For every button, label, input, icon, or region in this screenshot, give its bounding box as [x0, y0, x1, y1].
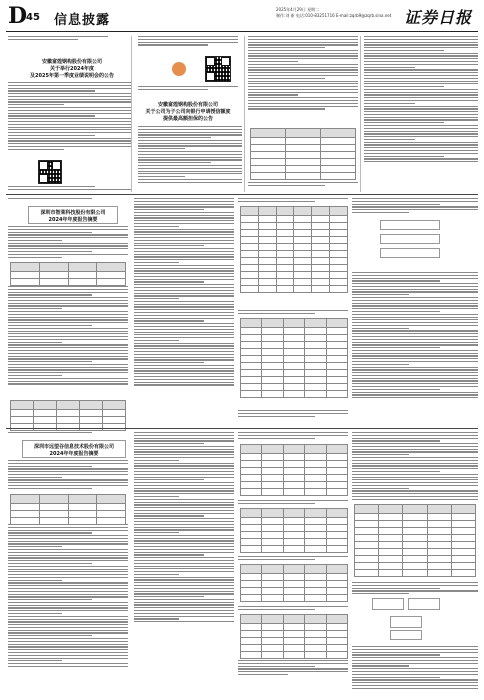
section-divider	[6, 428, 478, 429]
notice2-body	[138, 126, 242, 184]
editor-contact: 制作:刘 新 电话:010-83251716 E-mail:zqrb9@zqrb.sina.net	[276, 13, 392, 18]
notice2-title-b: 提供最高额担保的公告	[162, 116, 213, 122]
bottom-col4-c	[352, 646, 478, 691]
page-header	[6, 4, 478, 30]
mid-col4	[352, 272, 478, 400]
mid-col4-head	[352, 198, 478, 215]
mid-col3-foot	[238, 410, 348, 418]
notice1-closing	[138, 86, 238, 92]
mid-col2	[134, 198, 234, 387]
bottom-report-title: 2024年年度报告摘要	[49, 451, 99, 457]
header-meta	[276, 7, 416, 19]
mid-col3-mid	[238, 310, 348, 316]
newspaper-logo: 证券日报	[404, 8, 473, 27]
page-number: 45	[26, 12, 40, 23]
mid-col1-b	[8, 286, 128, 386]
bottom-col3-mid2	[238, 556, 348, 562]
bottom-col1-a	[8, 460, 128, 491]
notice2-company: 安徽富煌钢构股份有限公司	[157, 102, 218, 108]
mid-company: 深圳市智莱科技股份有限公司	[40, 210, 106, 216]
column-divider	[360, 36, 361, 192]
mid-title-box	[28, 206, 118, 224]
org-chart	[380, 220, 438, 260]
mid-table-2	[10, 400, 126, 431]
bottom-col4-a	[352, 432, 478, 502]
column-divider	[131, 36, 132, 192]
notice1-company: 安徽富煌钢构股份有限公司	[41, 59, 102, 65]
notice2-footer	[248, 182, 358, 188]
bottom-table-3	[240, 508, 348, 553]
bottom-title-box	[22, 440, 126, 458]
notice1-title-b: 及2025年第一季度业绩说明会的公告	[30, 73, 114, 79]
notice1-footer	[8, 186, 132, 192]
mid-col1-a	[8, 226, 128, 259]
mid-table-3	[240, 206, 348, 293]
guarantee-table	[250, 128, 356, 180]
header-rule	[6, 31, 478, 32]
page-letter: D	[8, 3, 28, 29]
mid-table-4	[240, 318, 348, 398]
bottom-table-4	[240, 564, 348, 602]
section-divider	[6, 194, 478, 195]
bottom-col3-mid3	[238, 606, 348, 612]
bottom-col3-head	[238, 432, 348, 440]
issue-date: 2025年4月29日 星期二	[276, 7, 320, 12]
bottom-col2	[134, 432, 234, 624]
bottom-table-6	[354, 504, 476, 577]
notice1-body	[8, 82, 132, 152]
bottom-col3-mid	[238, 500, 348, 506]
bottom-col1-b	[8, 524, 128, 669]
bottom-company: 深圳市远望谷信息技术股份有限公司	[33, 444, 114, 450]
bottom-meta	[8, 432, 128, 435]
notice2-cont	[248, 36, 358, 111]
qr-code-icon	[205, 56, 231, 82]
column-divider	[244, 36, 245, 192]
notice2-title-a: 关于公司为子公司向银行申请授信额度	[145, 109, 231, 115]
notice1-cont	[138, 36, 238, 47]
mid-report-title: 2024年年度报告摘要	[48, 217, 98, 223]
bottom-table-2	[240, 444, 348, 496]
company-seal-icon	[172, 62, 186, 76]
top-left-meta	[8, 36, 108, 46]
notice2-right-col	[364, 36, 478, 164]
mid-table-1	[10, 262, 126, 286]
notice1-title-a: 关于举行2024年度	[50, 66, 94, 72]
bottom-table-1	[10, 494, 126, 525]
mid-col3-head	[238, 198, 348, 204]
qr-code-icon	[38, 160, 62, 184]
bottom-table-5	[240, 614, 348, 659]
mid-meta	[8, 198, 128, 201]
section-title: 信息披露	[54, 13, 111, 28]
bottom-col4-b	[352, 582, 478, 596]
process-diagram	[372, 598, 438, 638]
bottom-col3-foot	[238, 660, 348, 677]
